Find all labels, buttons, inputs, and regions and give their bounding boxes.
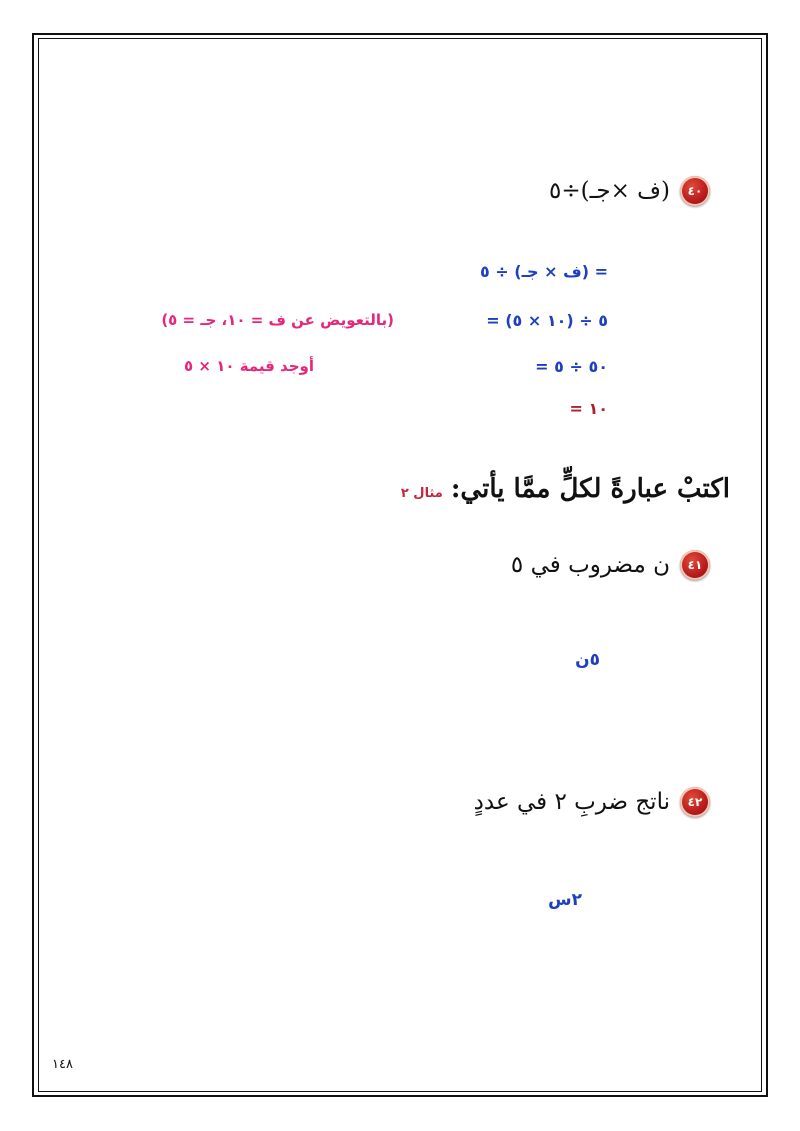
page-number: ١٤٨ bbox=[52, 1057, 73, 1072]
problem-41-text: ن مضروب في ٥ bbox=[510, 552, 670, 578]
problem-41-number: ٤١ bbox=[687, 558, 703, 572]
section-heading-text: اكتبْ عبارةً لكلٍّ ممَّا يأتي: bbox=[450, 474, 730, 504]
problem-42-text: ناتج ضربِ ٢ في عددٍ bbox=[473, 789, 670, 815]
problem-40-step-2: = (١٠ × ٥) ÷ ٥ bbox=[486, 311, 608, 330]
substitution-note: (بالتعويض عن ف = ١٠، جـ = ٥) bbox=[161, 311, 394, 329]
evaluate-note: أوجد قيمة ١٠ × ٥ bbox=[184, 357, 314, 375]
problem-40-number: ٤٠ bbox=[687, 184, 703, 198]
problem-40-step-4: = ١٠ bbox=[569, 399, 608, 418]
problem-40-number-badge bbox=[680, 176, 710, 206]
problem-41-number-badge bbox=[680, 550, 710, 580]
section-heading bbox=[401, 474, 730, 504]
problem-40-step-3: = ٥٠ ÷ ٥ bbox=[535, 357, 608, 376]
section-heading-reference: مثال ٢ bbox=[400, 486, 443, 501]
problem-40-expression: (ف ×جـ)÷٥ bbox=[549, 178, 670, 204]
problem-42-number: ٤٢ bbox=[687, 795, 703, 809]
problem-40-step-1: = (ف × جـ) ÷ ٥ bbox=[479, 262, 608, 281]
problem-41-answer: ٥ن bbox=[575, 650, 600, 670]
problem-42-answer: ٢س bbox=[548, 890, 582, 910]
problem-42-number-badge bbox=[680, 787, 710, 817]
